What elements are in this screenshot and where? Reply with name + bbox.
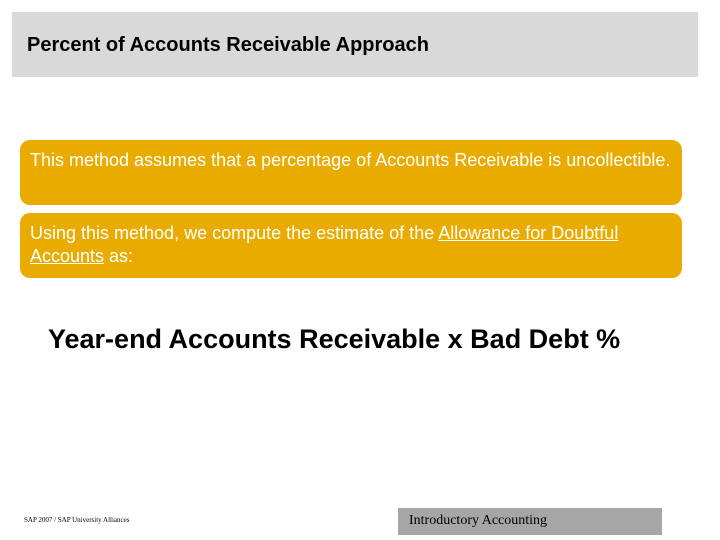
slide-title: Percent of Accounts Receivable Approach [27, 34, 429, 56]
footer-copyright: SAP 2007 / SAP University Alliances [24, 516, 130, 524]
allowance-for-doubtful-accounts-link[interactable]: Allowance for Doubtful Accounts [30, 223, 619, 266]
formula-text: Year-end Accounts Receivable x Bad Debt % [48, 324, 621, 354]
method-description-box [20, 140, 682, 205]
computation-text-after: as: [104, 246, 134, 266]
computation-description-box [20, 213, 682, 278]
computation-text-before: Using this method, we compute the estimate of the [30, 223, 439, 243]
footer-course-text: Introductory Accounting [409, 513, 548, 528]
footer-course-label [398, 508, 662, 535]
slide-header [12, 12, 698, 77]
method-description-text: This method assumes that a percentage of Accounts Receivable is uncollectible. [30, 150, 671, 170]
